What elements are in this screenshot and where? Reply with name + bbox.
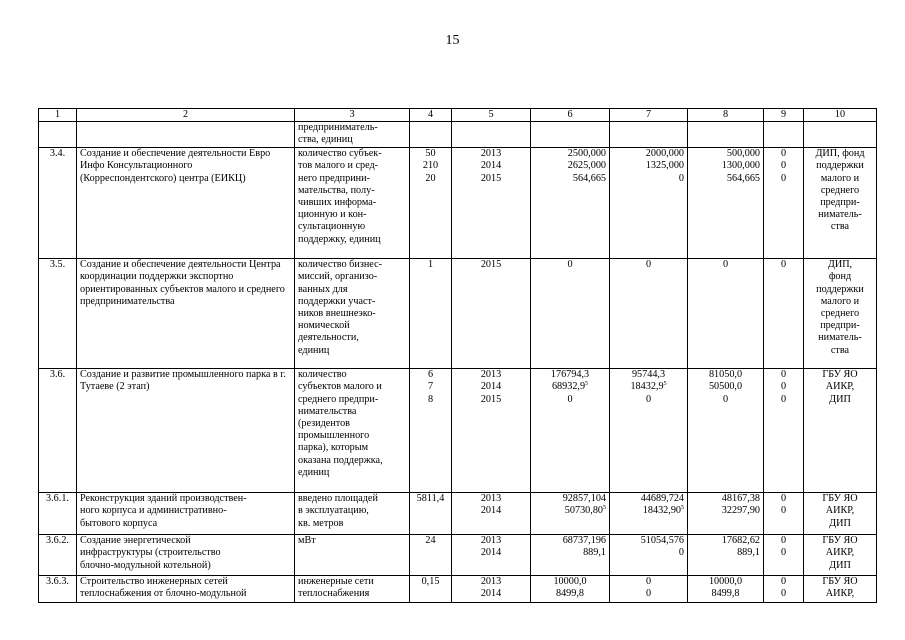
table-row (39, 369, 877, 493)
footnote-mark: 5 (585, 381, 589, 388)
value-cell: 5811,4 (410, 493, 452, 535)
item-number: 3.6.2. (39, 535, 77, 576)
indicator-cell: количество бизнес- миссий, организо- ванных для поддержки участ- ников внешнеэко- номической деятельности, единиц (295, 259, 410, 369)
executor-cell: ГБУ ЯО АИКР, ДИП (804, 535, 877, 576)
page-number: 15 (445, 33, 460, 48)
value-cell: 0,15 (410, 576, 452, 603)
years-cell: 2013 2014 2015 (452, 369, 531, 493)
executor-cell: ДИП, фонд поддержки малого и среднего предпри- ниматель- ства (804, 259, 877, 369)
amount-col9: 0 0 (764, 576, 804, 603)
item-number (39, 122, 77, 148)
header-cell: 5 (452, 109, 531, 122)
value-cell: 24 (410, 535, 452, 576)
amount-line (534, 493, 606, 505)
executor-cell: ДИП, фонд поддержки малого и среднего предпри- ниматель- ства (804, 148, 877, 259)
amount-col9: 0 0 (764, 493, 804, 535)
amount-value: 68932,9 (551, 381, 586, 393)
years-cell: 2013 2014 (452, 535, 531, 576)
amount-col6: 10000,0 8499,8 (531, 576, 610, 603)
amount-col6 (531, 122, 610, 148)
amount-col8: 81050,0 50500,0 0 (688, 369, 764, 493)
value-cell: 1 (410, 259, 452, 369)
amount-col6: 0 (531, 259, 610, 369)
years-cell: 2013 2014 (452, 493, 531, 535)
executor-cell: ГБУ ЯО АИКР, ДИП (804, 493, 877, 535)
executor-cell: ГБУ ЯО АИКР, ДИП (804, 369, 877, 493)
item-name: Создание и обеспечение деятельности Центра координации поддержки экспортно ориентированных субъектов малого и среднего предпринимательства (77, 259, 295, 369)
amount-value: 0 (645, 393, 652, 405)
header-cell: 8 (688, 109, 764, 122)
amount-col7: 2000,000 1325,000 0 (610, 148, 688, 259)
amount-col7 (610, 493, 688, 535)
indicator-cell: инженерные сети теплоснабжения (295, 576, 410, 603)
indicator-cell: предприниматель- ства, единиц (295, 122, 410, 148)
amount-col8: 17682,62 889,1 (688, 535, 764, 576)
item-name: Строительство инженерных сетей теплоснабжения от блочно-модульной (77, 576, 295, 603)
item-number: 3.4. (39, 148, 77, 259)
table-row (39, 576, 877, 603)
item-name: Создание энергетической инфраструктуры (строительство блочно-модульной котельной) (77, 535, 295, 576)
amount-line (613, 505, 684, 517)
amount-value: 50730,80 (564, 505, 603, 517)
indicator-cell: введено площадей в эксплуатацию, кв. метров (295, 493, 410, 535)
amount-col9 (764, 122, 804, 148)
amount-value: 92857,104 (562, 493, 606, 505)
executor-cell (804, 122, 877, 148)
amount-value: 18432,9 (630, 381, 664, 393)
value-cell: 50 210 20 (410, 148, 452, 259)
amount-line (613, 369, 684, 381)
amount-line (613, 493, 684, 505)
years-cell: 2013 2014 (452, 576, 531, 603)
header-cell: 6 (531, 109, 610, 122)
table-row (39, 122, 877, 148)
table-row (39, 259, 877, 369)
amount-value: 44689,724 (640, 493, 684, 505)
item-number: 3.5. (39, 259, 77, 369)
header-cell: 10 (804, 109, 877, 122)
amount-col8: 48167,38 32297,90 (688, 493, 764, 535)
amount-col8: 10000,0 8499,8 (688, 576, 764, 603)
amount-col6 (531, 493, 610, 535)
amount-line (613, 381, 684, 393)
amount-col6: 68737,196 889,1 (531, 535, 610, 576)
item-number: 3.6.1. (39, 493, 77, 535)
header-cell: 4 (410, 109, 452, 122)
value-cell: 6 7 8 (410, 369, 452, 493)
amount-line (534, 505, 606, 517)
item-name: Реконструкция зданий производствен- ного корпуса и административно- бытового корпуса (77, 493, 295, 535)
amount-col7: 0 (610, 259, 688, 369)
amount-line (613, 394, 684, 406)
amount-col7: 51054,576 0 (610, 535, 688, 576)
table-row (39, 493, 877, 535)
header-cell: 3 (295, 109, 410, 122)
header-cell: 1 (39, 109, 77, 122)
footnote-mark: 5 (603, 505, 606, 512)
amount-value: 0 (567, 393, 573, 405)
amount-col7: 0 0 (610, 576, 688, 603)
amount-col7 (610, 369, 688, 493)
executor-cell: ГБУ ЯО АИКР, (804, 576, 877, 603)
value-cell (410, 122, 452, 148)
amount-line (534, 369, 606, 381)
amount-col6 (531, 369, 610, 493)
amount-line (534, 381, 606, 393)
data-table (38, 108, 877, 603)
item-number: 3.6. (39, 369, 77, 493)
item-name: Создание и обеспечение деятельности Евро Инфо Консультационного (Корреспондентского) центра (ЕИКЦ) (77, 148, 295, 259)
footnote-mark: 5 (681, 505, 684, 512)
amount-col9: 0 0 0 (764, 148, 804, 259)
years-cell (452, 122, 531, 148)
footnote-mark: 5 (663, 381, 667, 388)
amount-line (534, 394, 606, 406)
table-header-row (39, 109, 877, 122)
amount-col8: 500,000 1300,000 564,665 (688, 148, 764, 259)
years-cell: 2015 (452, 259, 531, 369)
item-name (77, 122, 295, 148)
item-name: Создание и развитие промышленного парка в г. Тутаеве (2 этап) (77, 369, 295, 493)
amount-col6: 2500,000 2625,000 564,665 (531, 148, 610, 259)
table-row (39, 535, 877, 576)
table-row (39, 148, 877, 259)
amount-value: 176794,3 (550, 369, 590, 381)
header-cell: 9 (764, 109, 804, 122)
header-cell: 2 (77, 109, 295, 122)
amount-col8 (688, 122, 764, 148)
indicator-cell: количество субъектов малого и среднего предпри- нимательства (резидентов промышленного парка), которым оказана поддержка, единиц (295, 369, 410, 493)
years-cell: 2013 2014 2015 (452, 148, 531, 259)
amount-value: 18432,90 (642, 505, 681, 517)
item-number: 3.6.3. (39, 576, 77, 603)
amount-col9: 0 0 0 (764, 369, 804, 493)
header-cell: 7 (610, 109, 688, 122)
indicator-cell: количество субъек- тов малого и сред- него предприни- мательства, полу- чивших информа- ционную и кон- сультационную поддержку, единиц (295, 148, 410, 259)
amount-value: 95744,3 (631, 369, 666, 381)
indicator-cell: мВт (295, 535, 410, 576)
amount-col9: 0 (764, 259, 804, 369)
amount-col9: 0 0 (764, 535, 804, 576)
amount-col7 (610, 122, 688, 148)
amount-col8: 0 (688, 259, 764, 369)
